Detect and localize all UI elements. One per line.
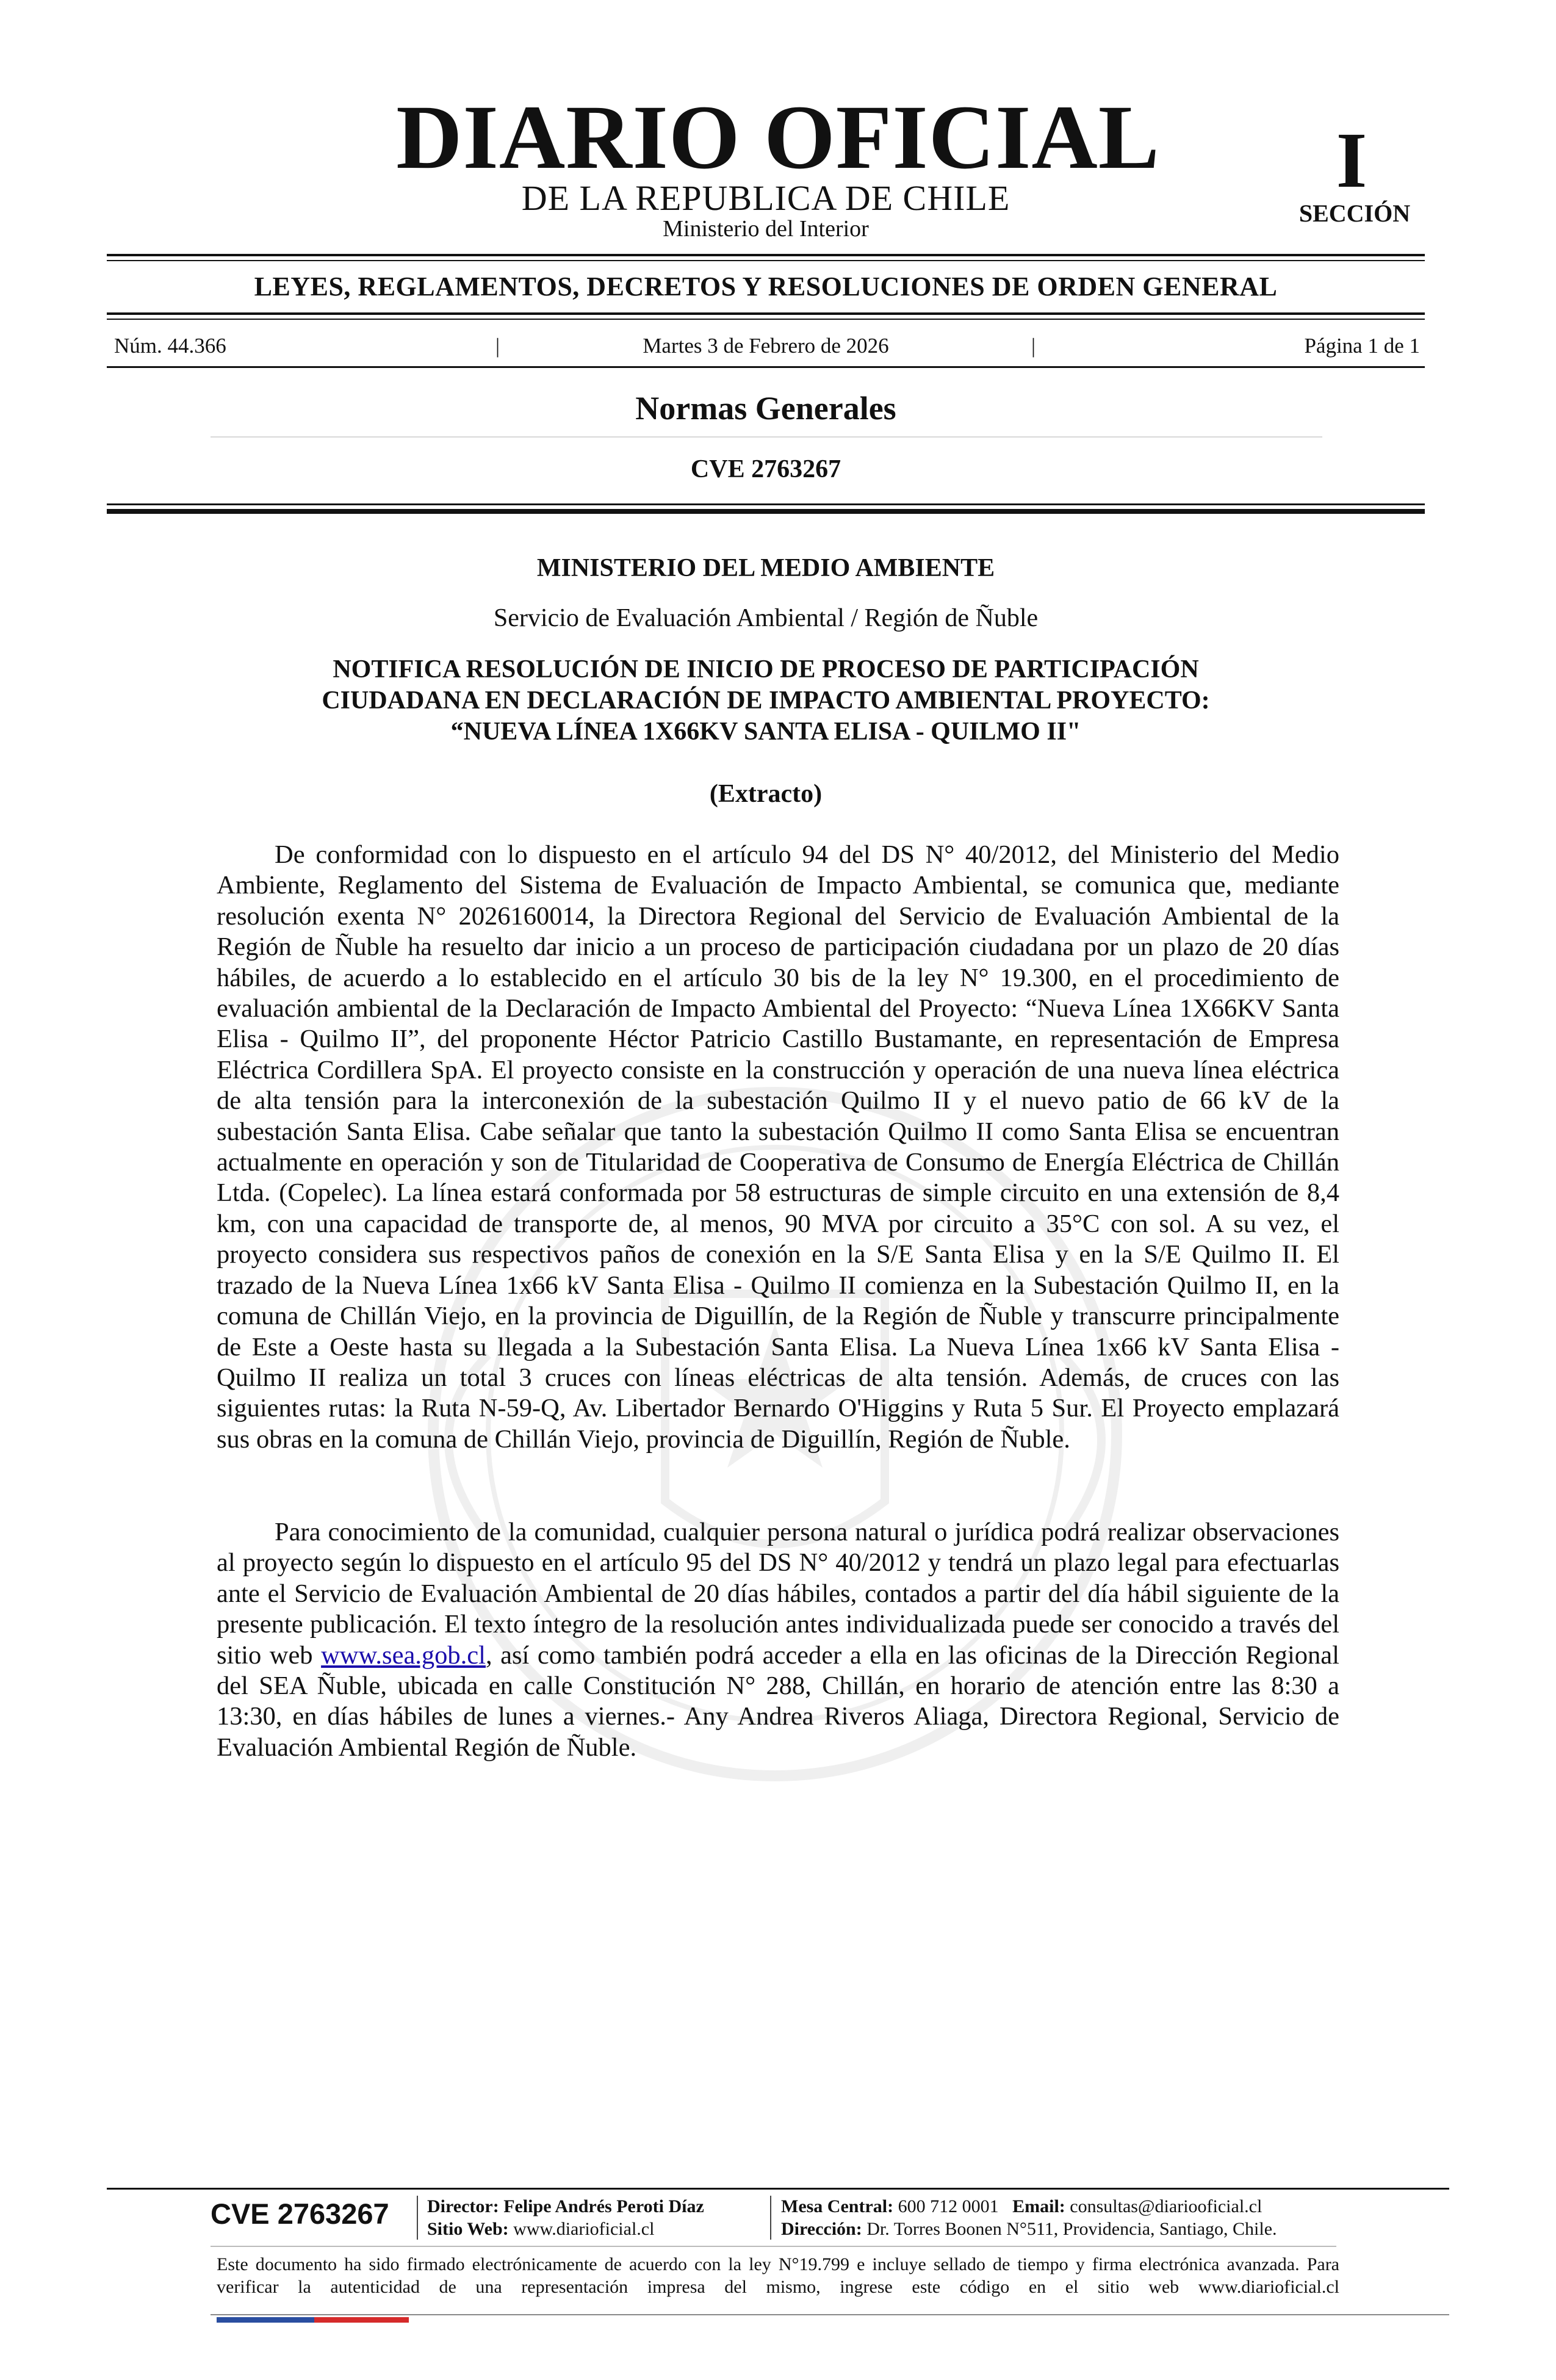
masthead-rule-top bbox=[107, 254, 1425, 256]
issue-separator: | bbox=[1031, 334, 1036, 358]
email-label: Email: bbox=[1012, 2196, 1065, 2216]
issue-separator: | bbox=[495, 334, 500, 358]
category-rule-bottom-thin bbox=[107, 319, 1425, 320]
newspaper-title: DIARIO OFICIAL bbox=[396, 87, 1160, 188]
document-ministry: MINISTERIO DEL MEDIO AMBIENTE bbox=[536, 554, 995, 582]
footer-rule-bottom bbox=[211, 2314, 1449, 2315]
email-value: consultas@diariooficial.cl bbox=[1070, 2196, 1262, 2216]
document-title bbox=[217, 654, 1315, 748]
footer-director-block bbox=[427, 2195, 704, 2240]
director-name: Felipe Andrés Peroti Díaz bbox=[503, 2196, 704, 2216]
footer-cve-code: CVE 2763267 bbox=[211, 2198, 389, 2230]
site-value: www.diarioficial.cl bbox=[513, 2219, 655, 2239]
phone-label: Mesa Central: bbox=[781, 2196, 894, 2216]
address-value: Dr. Torres Boonen N°511, Providencia, Santiago, Chile. bbox=[866, 2219, 1277, 2239]
section-label: SECCIÓN bbox=[1298, 200, 1411, 227]
flag-stripe-blue bbox=[217, 2317, 314, 2323]
newspaper-subtitle: DE LA REPUBLICA DE CHILE bbox=[521, 178, 1010, 218]
publication-category: LEYES, REGLAMENTOS, DECRETOS Y RESOLUCIONES DE ORDEN GENERAL bbox=[254, 272, 1278, 301]
document-title-line: CIUDADANA EN DECLARACIÓN DE IMPACTO AMBIENTAL PROYECTO: bbox=[322, 687, 1210, 715]
section-number: I bbox=[1336, 117, 1367, 204]
content-rule-1 bbox=[107, 503, 1425, 505]
footer-rule bbox=[107, 2188, 1449, 2190]
phone-value: 600 712 0001 bbox=[898, 2196, 999, 2216]
issue-number: Núm. 44.366 bbox=[114, 334, 226, 358]
footer-rule-thin bbox=[211, 2246, 1336, 2247]
section-heading-rule bbox=[211, 436, 1322, 438]
issue-rule bbox=[107, 366, 1425, 368]
site-label: Sitio Web: bbox=[427, 2219, 509, 2239]
cve-code: CVE 2763267 bbox=[690, 455, 841, 483]
masthead-rule-top-thin bbox=[107, 260, 1425, 261]
footer-divider bbox=[417, 2196, 418, 2240]
sea-website-link[interactable]: www.sea.gob.cl bbox=[321, 1640, 486, 1670]
issue-date: Martes 3 de Febrero de 2026 bbox=[643, 334, 889, 358]
content-rule-2 bbox=[107, 509, 1425, 514]
document-title-line: NOTIFICA RESOLUCIÓN DE INICIO DE PROCESO DE PARTICIPACIÓN bbox=[333, 655, 1199, 683]
document-service: Servicio de Evaluación Ambiental / Región de Ñuble bbox=[493, 604, 1039, 632]
body-paragraph-1: De conformidad con lo dispuesto en el artículo 94 del DS N° 40/2012, del Ministerio del Medio Ambiente, Reglamento del Sistema de Evaluación de Impacto Ambiental, se comunica que, mediante resolución exenta N° 2026160014, la Directora Regional del Servicio de Evaluación Ambiental de la Región de Ñuble ha resuelto dar inicio a un proceso de participación ciudadana por un plazo de 20 días hábiles, de acuerdo a lo establecido en el artículo 30 bis de la ley N° 19.300, en el procedimiento de evaluación ambiental de la Declaración de Impacto Ambiental del Proyecto: “Nueva Línea 1X66KV Santa Elisa - Quilmo II”, del proponente Héctor Patricio Castillo Bustamante, en representación de Empresa Eléctrica Cordillera SpA. El proyecto consiste en la construcción y operación de una nueva línea eléctrica de alta tensión para la interconexión de la subestación Quilmo II y el nuevo patio de 66 kV de la subestación Santa Elisa. Cabe señalar que tanto la subestación Quilmo II como Santa Elisa se encuentran actualmente en operación y son de Titularidad de Cooperativa de Consumo de Energía Eléctrica de Chillán Ltda. (Copelec). La línea estará conformada por 58 estructuras de simple circuito en una extensión de 8,4 km, con una capacidad de transporte de, al menos, 90 MVA por circuito a 35°C con sol. A su vez, el proyecto considera sus respectivos paños de conexión en la S/E Santa Elisa y en la S/E Quilmo II. El trazado de la Nueva Línea 1x66 kV Santa Elisa - Quilmo II comienza en la Subestación Quilmo II, en la comuna de Chillán Viejo, en la provincia de Diguillín, de la Región de Ñuble y transcurre principalmente de Este a Oeste hasta su llegada a la Subestación Santa Elisa. La Nueva Línea 1x66 kV Santa Elisa - Quilmo II realiza un total 3 cruces con líneas eléctricas de alta tensión. Además, de cruces con las siguientes rutas: la Ruta N-59-Q, Av. Libertador Bernardo O'Higgins y Ruta 5 Sur. El Proyecto emplazará sus obras en la comuna de Chillán Viejo, provincia de Diguillín, Región de Ñuble. bbox=[217, 840, 1339, 1454]
extract-label: (Extracto) bbox=[709, 780, 823, 808]
paragraph-text: Para conocimiento de la comunidad, cualquier persona natural o jurídica podrá realizar observaciones al proyecto según lo dispuesto en el artículo 95 del DS N° 40/2012 y tendrá un plazo legal para efectuarlas ante el Servicio de Evaluación Ambiental de 20 días hábiles, contados a partir del día hábil siguiente de la presente publicación. El texto íntegro de la resolución antes individualizada puede ser conocido a través del sitio web bbox=[217, 1518, 1339, 1670]
issue-page: Página 1 de 1 bbox=[1304, 334, 1420, 358]
paragraph-text: , así como también podrá acceder a ella en las oficinas de la Dirección Regional del SEA Ñuble, ubicada en calle Constitución N° 288, Chillán, en horario de atención entre las 8:30 a 13:30, en días hábiles de lunes a viernes.- Any Andrea Riveros Aliaga, Directora Regional, Servicio de Evaluación Ambiental Región de Ñuble. bbox=[217, 1640, 1339, 1762]
document-title-line: “NUEVA LÍNEA 1X66KV SANTA ELISA - QUILMO II" bbox=[450, 718, 1081, 746]
section-heading: Normas Generales bbox=[635, 390, 896, 427]
footer-authenticity-note: Este documento ha sido firmado electrónicamente de acuerdo con la ley N°19.799 e incluye sellado de tiempo y firma electrónica avanzada. Para verificar la autenticidad de una representación impresa del mismo, ingrese este código en el sitio web www.diarioficial.cl bbox=[217, 2254, 1339, 2297]
flag-stripe-red bbox=[314, 2317, 409, 2323]
body-paragraph-2 bbox=[217, 1517, 1339, 1763]
footer-divider bbox=[770, 2196, 771, 2240]
footer-contact-block bbox=[781, 2195, 1277, 2240]
category-rule-bottom bbox=[107, 312, 1425, 315]
newspaper-ministry: Ministerio del Interior bbox=[663, 216, 869, 242]
address-label: Dirección: bbox=[781, 2219, 862, 2239]
director-label: Director: bbox=[427, 2196, 499, 2216]
